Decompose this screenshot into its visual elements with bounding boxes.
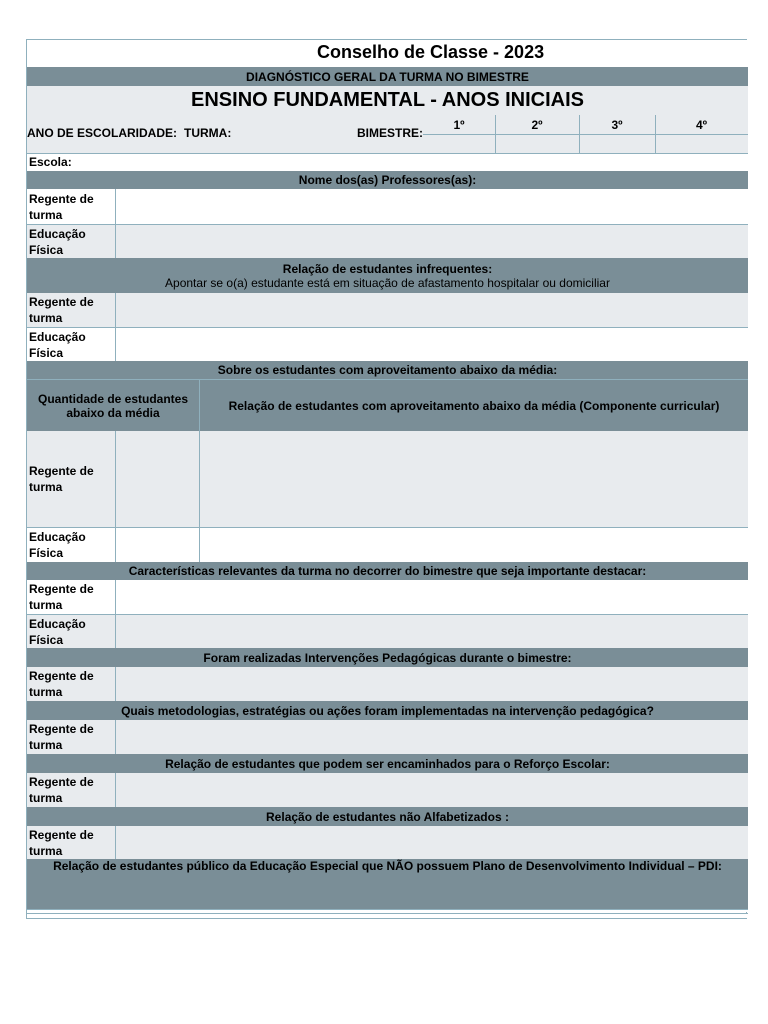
quantidade-header: Quantidade de estudantes abaixo da média (37, 392, 189, 420)
metodologias-heading: Quais metodologias, estratégias ou ações foram implementadas na intervenção pedagógica? (121, 703, 654, 718)
bimestre-3-input[interactable] (580, 135, 655, 153)
nao-alfabetizados-heading: Relação de estudantes não Alfabetizados : (266, 809, 509, 824)
turma-label: TURMA: (184, 126, 232, 140)
caracteristicas-heading: Características relevantes da turma no decorrer do bimestre que seja importante destacar: (128, 564, 647, 578)
bimestre-2: 2º (531, 117, 543, 132)
escola-label: Escola: (29, 155, 72, 169)
ano-label: ANO DE ESCOLARIDADE: (27, 126, 178, 140)
info-row (27, 115, 748, 153)
regente-label: Regente de turma (29, 722, 94, 752)
caracteristicas-regente-row[interactable] (27, 580, 748, 614)
bimestre-label: BIMESTRE: (357, 126, 423, 140)
bimestre-1: 1º (453, 117, 465, 132)
professores-heading: Nome dos(as) Professores(as): (298, 173, 477, 187)
infrequentes-regente-row[interactable] (27, 293, 748, 327)
bimestre-2-input[interactable] (496, 135, 579, 153)
professores-bar (27, 171, 748, 189)
abaixo-media-edfisica-row[interactable] (27, 527, 748, 562)
regente-label: Regente de turma (29, 775, 94, 805)
education-level: ENSINO FUNDAMENTAL - ANOS INICIAIS (191, 89, 584, 111)
intervencoes-regente-row[interactable] (27, 667, 748, 701)
caracteristicas-bar (27, 562, 748, 580)
class-council-form (26, 39, 747, 919)
edfisica-label: Educação Física (29, 329, 86, 360)
edfisica-label: Educação Física (29, 226, 86, 257)
metodologias-bar (27, 701, 748, 720)
bimestre-grid (423, 115, 748, 153)
regente-label: Regente de turma (29, 464, 94, 494)
abaixo-media-regente-row[interactable] (27, 431, 748, 527)
edfisica-label: Educação Física (29, 616, 86, 647)
regente-label: Regente de turma (29, 582, 94, 612)
level-row (27, 86, 748, 115)
abaixo-media-bar (27, 361, 748, 379)
escola-row[interactable] (27, 153, 748, 171)
title-row (27, 40, 748, 67)
bimestre-4-input[interactable] (656, 135, 744, 153)
regente-label: Regente de turma (29, 669, 94, 699)
abaixo-media-heading: Sobre os estudantes com aproveitamento abaixo da média: (217, 363, 558, 377)
subtitle: DIAGNÓSTICO GERAL DA TURMA NO BIMESTRE (246, 69, 529, 84)
abaixo-media-header (27, 379, 748, 431)
edfisica-label: Educação Física (29, 530, 86, 560)
educacao-especial-bar (27, 859, 748, 909)
infrequentes-edfisica-row[interactable] (27, 327, 748, 361)
reforco-heading: Relação de estudantes que podem ser encaminhados para o Reforço Escolar: (165, 756, 610, 771)
bimestre-1-input[interactable] (424, 135, 495, 153)
reforco-bar (27, 754, 748, 773)
intervencoes-heading: Foram realizadas Intervenções Pedagógicas durante o bimestre: (203, 650, 572, 665)
regente-label: Regente de turma (29, 191, 94, 222)
educacao-especial-row-1[interactable] (27, 909, 748, 912)
nao-alfabetizados-regente-row[interactable] (27, 826, 748, 859)
reforco-regente-row[interactable] (27, 773, 748, 807)
regente-label: Regente de turma (29, 295, 94, 325)
relacao-header: Relação de estudantes com aproveitamento abaixo da média (Componente curricular) (228, 399, 720, 413)
educacao-especial-row-2[interactable] (27, 913, 748, 918)
subtitle-bar (27, 67, 748, 86)
infrequentes-bar (27, 258, 748, 293)
professores-edfisica-row[interactable] (27, 224, 748, 258)
metodologias-regente-row[interactable] (27, 720, 748, 754)
bimestre-4: 4º (695, 117, 708, 132)
regente-label: Regente de turma (29, 827, 94, 858)
infrequentes-heading: Relação de estudantes infrequentes: (282, 261, 493, 276)
educacao-especial-heading: Relação de estudantes público da Educação Especial que NÃO possuem Plano de Desenvolvimento Individual – PDI: (53, 859, 722, 873)
professores-regente-row[interactable] (27, 189, 748, 224)
bimestre-3: 3º (611, 117, 623, 132)
caracteristicas-edfisica-row[interactable] (27, 614, 748, 648)
page-title: Conselho de Classe - 2023 (317, 42, 545, 62)
infrequentes-note: Apontar se o(a) estudante está em situação de afastamento hospitalar ou domiciliar (165, 275, 610, 290)
nao-alfabetizados-bar (27, 807, 748, 826)
intervencoes-bar (27, 648, 748, 667)
